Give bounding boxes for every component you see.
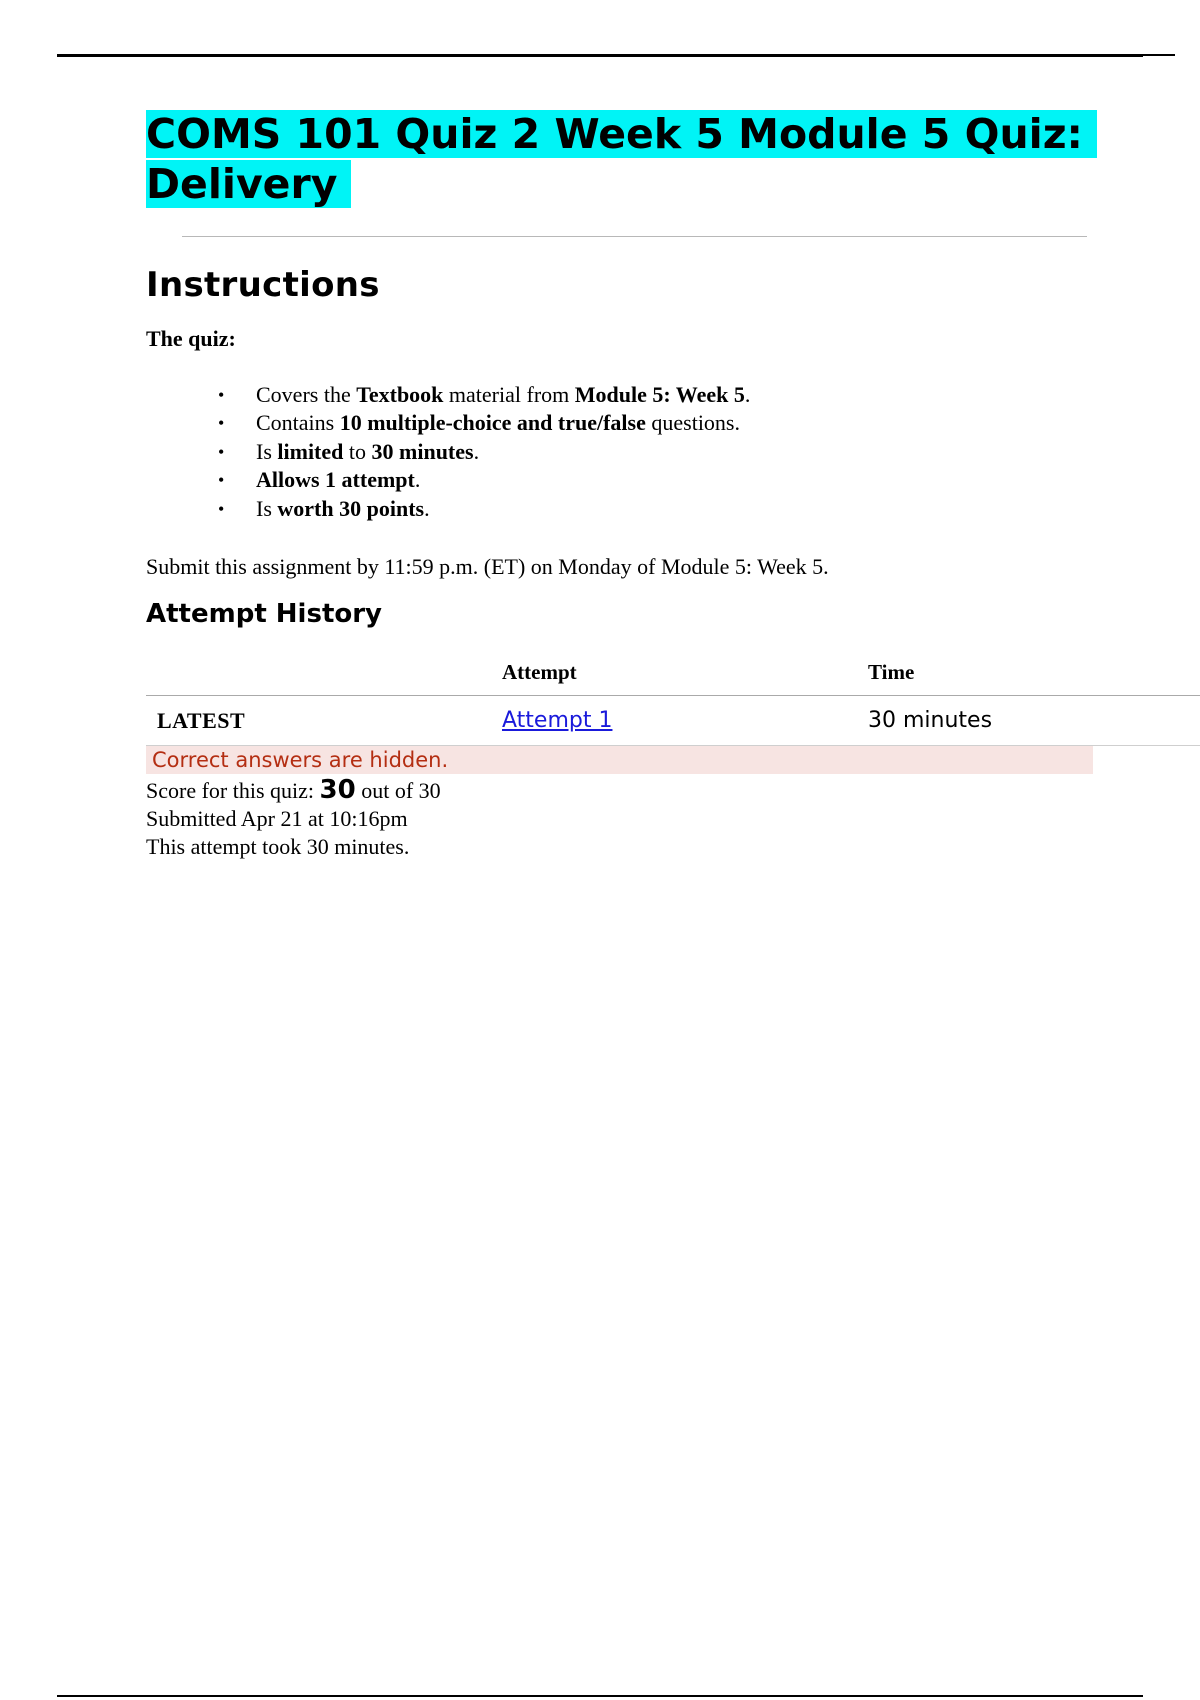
attempt-history-table	[146, 649, 1200, 746]
quiz-score: Score for this quiz: 30 out of 30	[146, 775, 441, 806]
list-item: • Contains 10 multiple-choice and true/false questions.	[218, 409, 1200, 437]
top-rule-tail	[1143, 54, 1175, 56]
submitted-time: Submitted Apr 21 at 10:16pm	[146, 806, 408, 832]
list-item: • Covers the Textbook material from Module 5: Week 5.	[218, 381, 1200, 409]
table-header-row	[146, 649, 1200, 696]
attempt-1-link[interactable]: Attempt 1	[502, 708, 613, 734]
instructions-lead: The quiz:	[146, 326, 236, 351]
page-title-text: COMS 101 Quiz 2 Week 5 Module 5 Quiz: Delivery	[146, 110, 1097, 208]
list-item: • Is limited to 30 minutes.	[218, 438, 1200, 466]
instructions-heading: Instructions	[146, 265, 380, 305]
instructions-list	[146, 381, 1200, 523]
score-value: 30	[319, 775, 356, 806]
correct-answers-hidden-notice: Correct answers are hidden.	[146, 746, 1093, 774]
page-title	[146, 109, 1106, 209]
divider	[182, 236, 1087, 237]
bullet-icon: •	[218, 470, 225, 491]
attempt-duration: This attempt took 30 minutes.	[146, 834, 410, 860]
quiz-page	[146, 100, 1200, 861]
list-item: • Allows 1 attempt.	[218, 466, 1200, 494]
top-rule	[57, 54, 1143, 57]
bullet-icon: •	[218, 498, 225, 519]
column-header-blank	[146, 649, 502, 696]
table-row	[146, 696, 1200, 746]
submit-deadline: Submit this assignment by 11:59 p.m. (ET) on Monday of Module 5: Week 5.	[146, 554, 829, 580]
latest-label: LATEST	[146, 696, 502, 746]
column-header-attempt: Attempt	[502, 659, 577, 684]
bullet-icon: •	[218, 413, 225, 434]
attempt-time: 30 minutes	[868, 696, 1200, 746]
bullet-icon: •	[218, 441, 225, 462]
bottom-rule	[57, 1695, 1143, 1697]
bullet-icon: •	[218, 385, 225, 405]
attempt-history-heading: Attempt History	[146, 599, 383, 630]
list-item: • Is worth 30 points.	[218, 495, 1200, 523]
column-header-time: Time	[868, 659, 915, 684]
